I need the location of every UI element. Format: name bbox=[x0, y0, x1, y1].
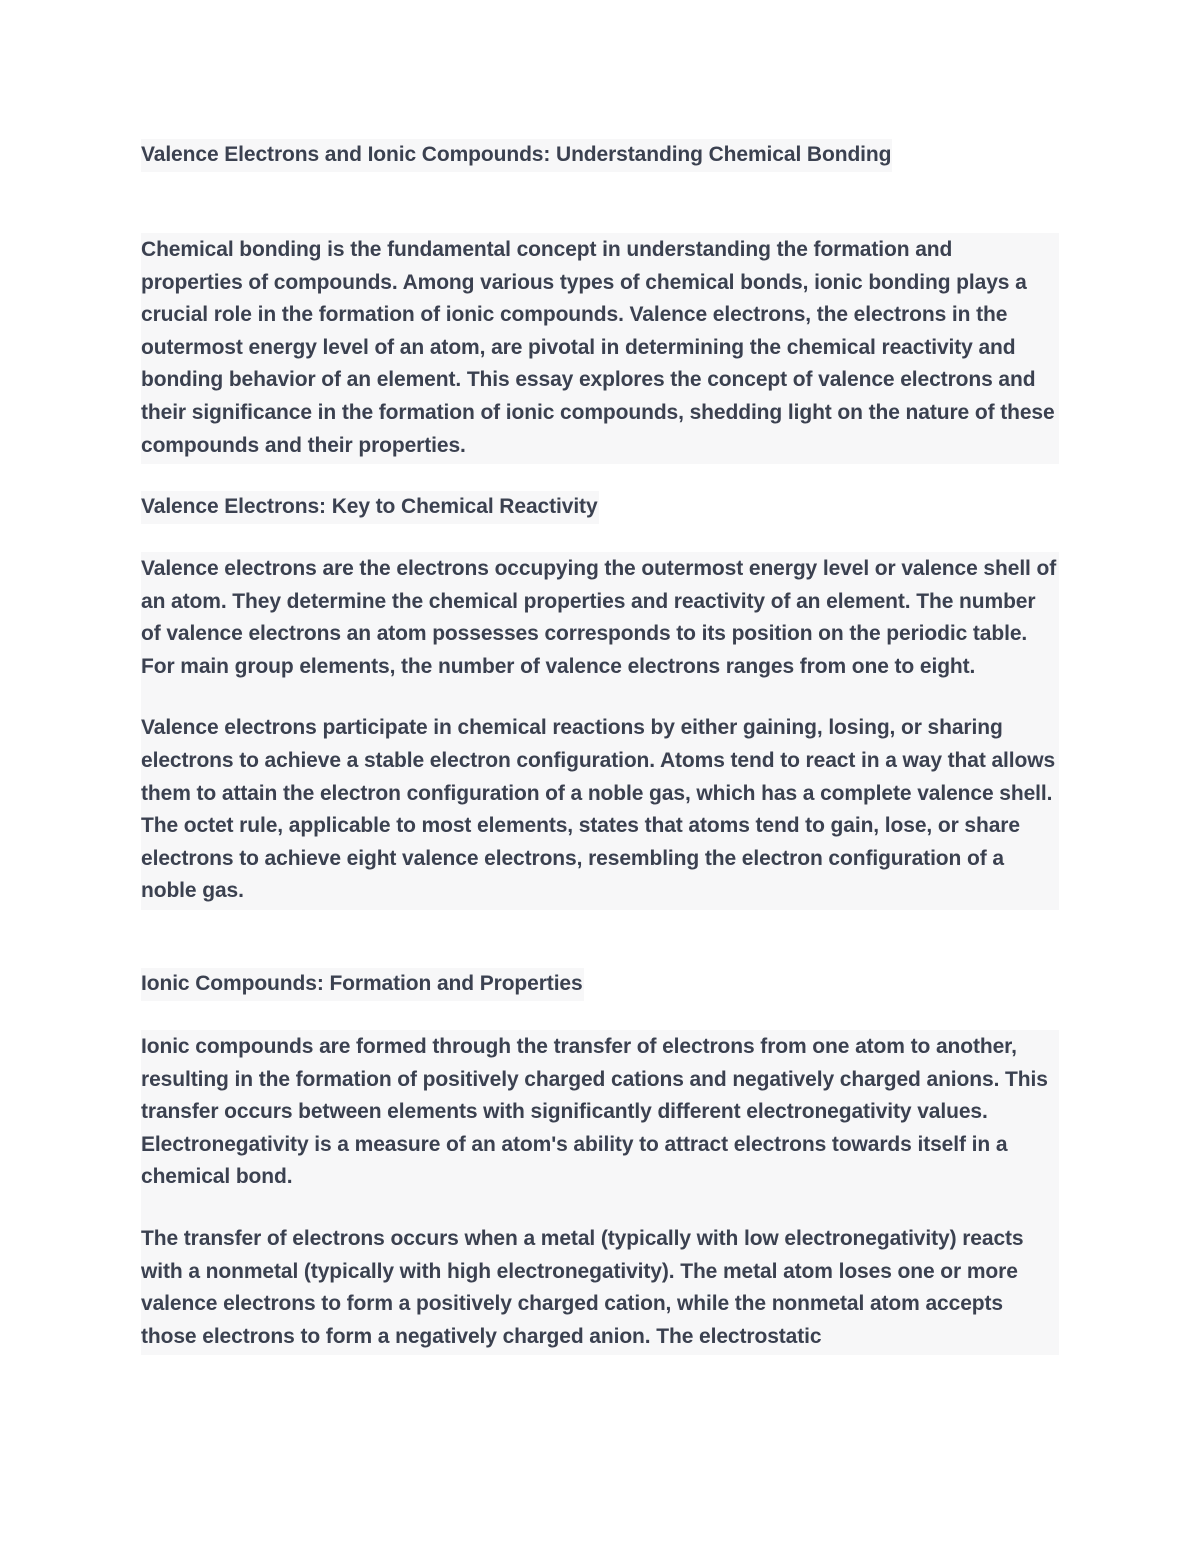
section2-body bbox=[141, 1030, 1059, 1355]
intro-paragraph bbox=[141, 233, 1059, 464]
body-paragraph: The transfer of electrons occurs when a metal (typically with low electronegativity) reacts with a nonmetal (typically with high electronegativity). The metal atom loses one or more valence electrons to form a positively charged cation, while the nonmetal atom accepts those electrons to form a negatively charged anion. The electrostatic bbox=[141, 1226, 1024, 1348]
document-title: Valence Electrons and Ionic Compounds: Understanding Chemical Bonding bbox=[141, 139, 892, 172]
section-heading: Ionic Compounds: Formation and Properties bbox=[141, 968, 584, 1001]
paragraph-gap bbox=[141, 683, 1059, 712]
section-heading: Valence Electrons: Key to Chemical Reactivity bbox=[141, 491, 599, 524]
section1-body bbox=[141, 552, 1059, 910]
paragraph-gap bbox=[141, 1194, 1059, 1223]
body-paragraph: Ionic compounds are formed through the transfer of electrons from one atom to another, resulting in the formation of positively charged cations and negatively charged anions. This transfer occurs between elements with significantly different electronegativity values. Electronegativity is a measure of an atom's ability to attract electrons towards itself in a chemical bond. bbox=[141, 1035, 1048, 1189]
body-paragraph: Valence electrons are the electrons occupying the outermost energy level or valence shell of an atom. They determine the chemical properties and reactivity of an element. The number of valence electrons an atom possesses corresponds to its position on the periodic table. For main group elements, the number of valence electrons ranges from one to eight. bbox=[141, 557, 1057, 678]
intro-text: Chemical bonding is the fundamental concept in understanding the formation and properties of compounds. Among various types of chemical bonds, ionic bonding plays a crucial role in the formation of ionic compounds. Valence electrons, the electrons in the outermost energy level of an atom, are pivotal in determining the chemical reactivity and bonding behavior of an element. This essay explores the concept of valence electrons and their significance in the formation of ionic compounds, shedding light on the nature of these compounds and their properties. bbox=[141, 238, 1055, 457]
body-paragraph: Valence electrons participate in chemical reactions by either gaining, losing, or sharing electrons to achieve a stable electron configuration. Atoms tend to react in a way that allows them to attain the electron configuration of a noble gas, which has a complete valence shell. The octet rule, applicable to most elements, states that atoms tend to gain, lose, or share electrons to achieve eight valence electrons, resembling the electron configuration of a noble gas. bbox=[141, 716, 1056, 903]
